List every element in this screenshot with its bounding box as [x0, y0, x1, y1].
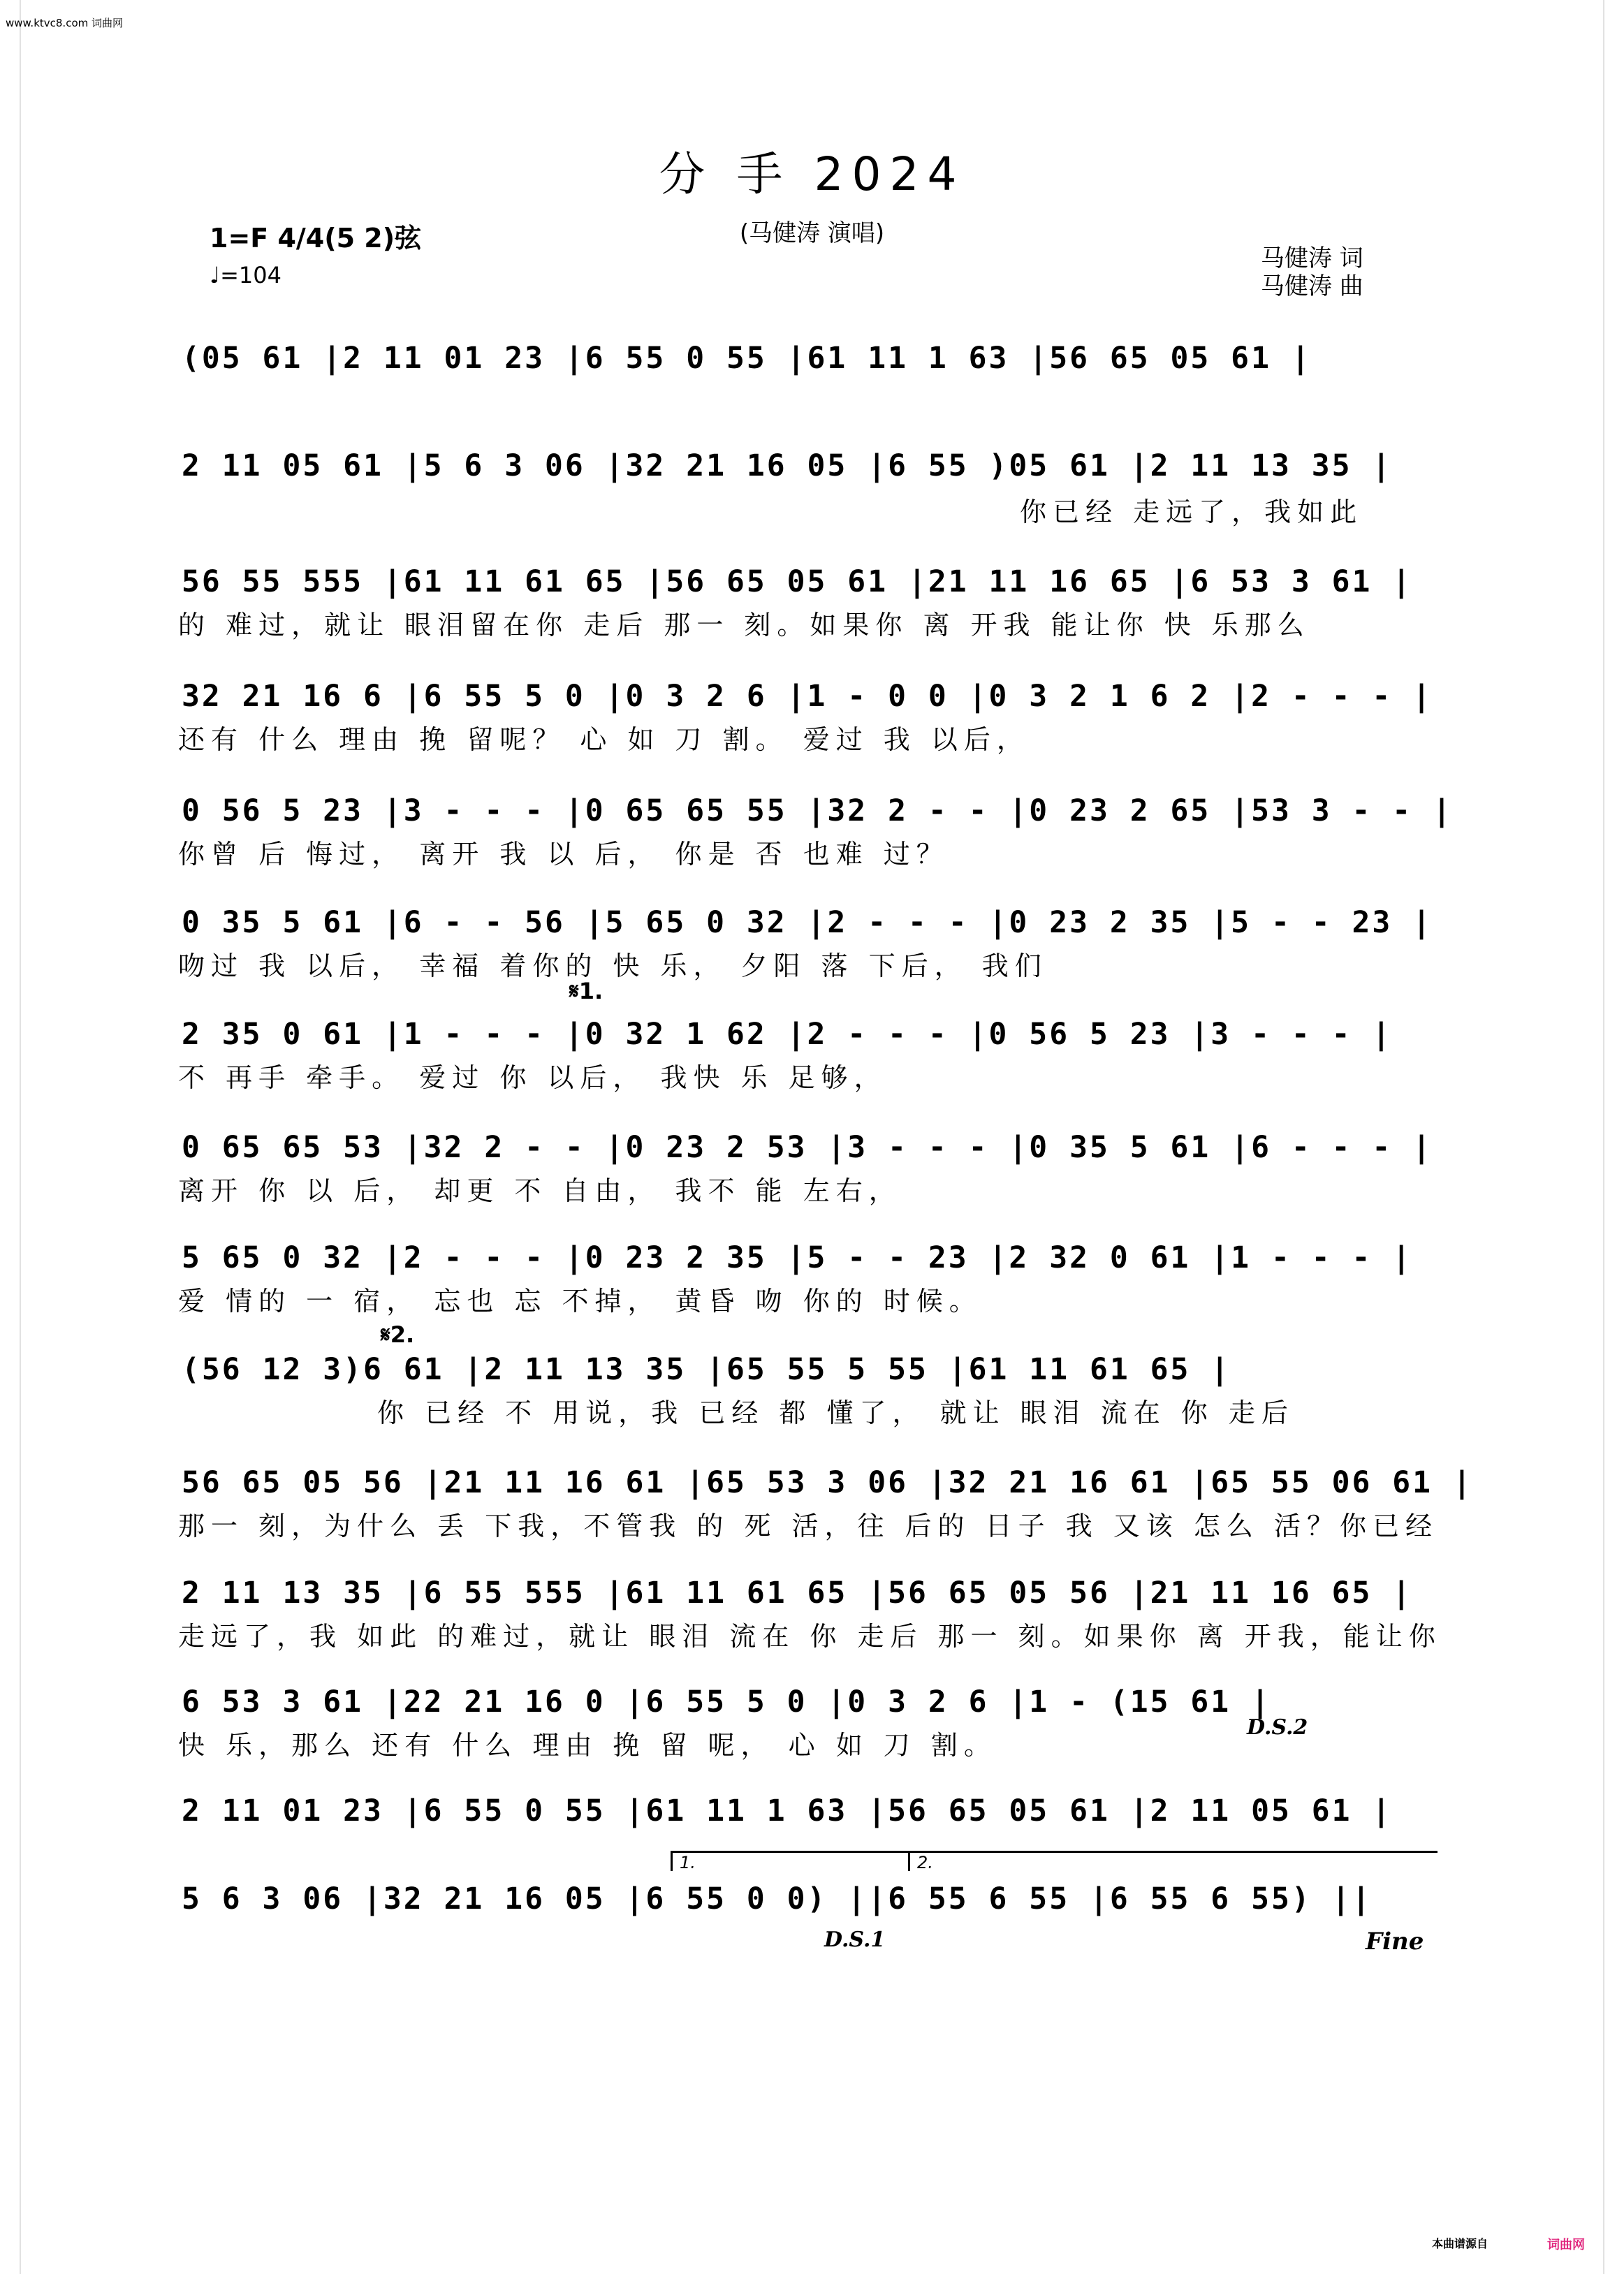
stave-row-9: 5 65 0 32 |2 - - - |0 23 2 35 |5 - - 23 |2 32 0 61 |1 - - - | [182, 1240, 1413, 1275]
volta-1-bracket: 1. [671, 1851, 910, 1871]
lyric-row-7: 不 再手 牵手。 爱过 你 以后， 我快 乐 足够， [178, 1062, 887, 1093]
stave-row-10: (56 12 3)6 61 |2 11 13 35 |65 55 5 55 |61 11 61 65 | [182, 1352, 1231, 1387]
lyric-row-5: 你曾 后 悔过， 离开 我 以 后， 你是 否 也难 过？ [178, 839, 949, 870]
left-page-edge [0, 0, 21, 2274]
right-page-edge [1603, 0, 1624, 2274]
lyric-row-10: 你 已经 不 用说，我 已经 都 懂了， 就让 眼泪 流在 你 走后 [377, 1398, 1294, 1428]
lyric-row-13: 快 乐，那么 还有 什么 理由 挽 留 呢， 心 如 刀 割。 [178, 1730, 997, 1761]
stave-row-12: 2 11 13 35 |6 55 555 |61 11 61 65 |56 65 05 56 |21 11 16 65 | [182, 1576, 1413, 1611]
tempo-marking: ♩=104 [210, 262, 281, 288]
header-url: www.ktvc8.com 词曲网 [6, 17, 124, 29]
footer-source-label: 本曲谱源自 [1432, 2237, 1488, 2250]
lyric-row-6: 吻过 我 以后， 幸福 着你的 快 乐， 夕阳 落 下后， 我们 [178, 951, 1048, 981]
lyric-row-8: 离开 你 以 后， 却更 不 自由， 我不 能 左右， [178, 1175, 902, 1206]
lyric-row-12: 走远了，我 如此 的难过，就让 眼泪 流在 你 走后 那一 刻。如果你 离 开我，能让你 [178, 1621, 1442, 1652]
ds-2-mark: D.S.2 [1247, 1715, 1308, 1740]
segno-2-mark: 𝄋2. [381, 1321, 415, 1348]
volta-2-bracket: 2. [908, 1851, 1438, 1871]
lyric-row-4: 还有 什么 理由 挽 留呢？ 心 如 刀 割。 爱过 我 以后， [178, 724, 1030, 755]
stave-row-14: 2 11 01 23 |6 55 0 55 |61 11 1 63 |56 65 05 61 |2 11 05 61 | [182, 1793, 1393, 1828]
lyric-row-9: 爱 情的 一 宿， 忘也 忘 不掉， 黄昏 吻 你的 时候。 [178, 1286, 982, 1316]
performer-subtitle: (马健涛 演唱) [739, 219, 885, 247]
song-title: 分 手 2024 [659, 147, 965, 201]
stave-row-11: 56 65 05 56 |21 11 16 61 |65 53 3 06 |32 21 16 61 |65 55 06 61 | [182, 1465, 1473, 1500]
stave-row-1: (05 61 |2 11 01 23 |6 55 0 55 |61 11 1 63 |56 65 05 61 | [182, 341, 1312, 376]
stave-row-4: 32 21 16 6 |6 55 5 0 |0 3 2 6 |1 - 0 0 |0 3 2 1 6 2 |2 - - - | [182, 679, 1433, 714]
key-signature: 1=F 4/4(5 2)弦 [210, 223, 422, 254]
stave-row-13: 6 53 3 61 |22 21 16 0 |6 55 5 0 |0 3 2 6 |1 - (15 61 | [182, 1685, 1271, 1719]
composer-credit: 马健涛 曲 [1261, 272, 1363, 300]
fine-mark: Fine [1366, 1928, 1424, 1956]
footer-site-link[interactable]: 词曲网 [1547, 2238, 1585, 2252]
stave-row-6: 0 35 5 61 |6 - - 56 |5 65 0 32 |2 - - - |0 23 2 35 |5 - - 23 | [182, 905, 1433, 940]
stave-row-7: 2 35 0 61 |1 - - - |0 32 1 62 |2 - - - |0 56 5 23 |3 - - - | [182, 1017, 1393, 1052]
stave-row-5: 0 56 5 23 |3 - - - |0 65 65 55 |32 2 - - |0 23 2 65 |53 3 - - | [182, 793, 1453, 828]
stave-row-8: 0 65 65 53 |32 2 - - |0 23 2 53 |3 - - - |0 35 5 61 |6 - - - | [182, 1130, 1433, 1165]
credits [1261, 244, 1363, 300]
ds-1-mark: D.S.1 [824, 1928, 886, 1952]
segno-1-mark: 𝄋1. [569, 978, 603, 1004]
stave-row-15: 5 6 3 06 |32 21 16 05 |6 55 0 0) ||6 55 6 55 |6 55 6 55) || [182, 1881, 1373, 1916]
lyric-row-2: 你已经 走远了，我如此 [1020, 497, 1363, 527]
lyricist-credit: 马健涛 词 [1261, 244, 1363, 272]
lyric-row-3: 的 难过，就让 眼泪留在你 走后 那一 刻。如果你 离 开我 能让你 快 乐那么 [178, 610, 1310, 640]
lyric-row-11: 那一 刻，为什么 丢 下我，不管我 的 死 活，往 后的 日子 我 又该 怎么 活？你已经 [178, 1511, 1438, 1541]
stave-row-2: 2 11 05 61 |5 6 3 06 |32 21 16 05 |6 55 )05 61 |2 11 13 35 | [182, 448, 1393, 483]
stave-row-3: 56 55 555 |61 11 61 65 |56 65 05 61 |21 11 16 65 |6 53 3 61 | [182, 564, 1413, 599]
